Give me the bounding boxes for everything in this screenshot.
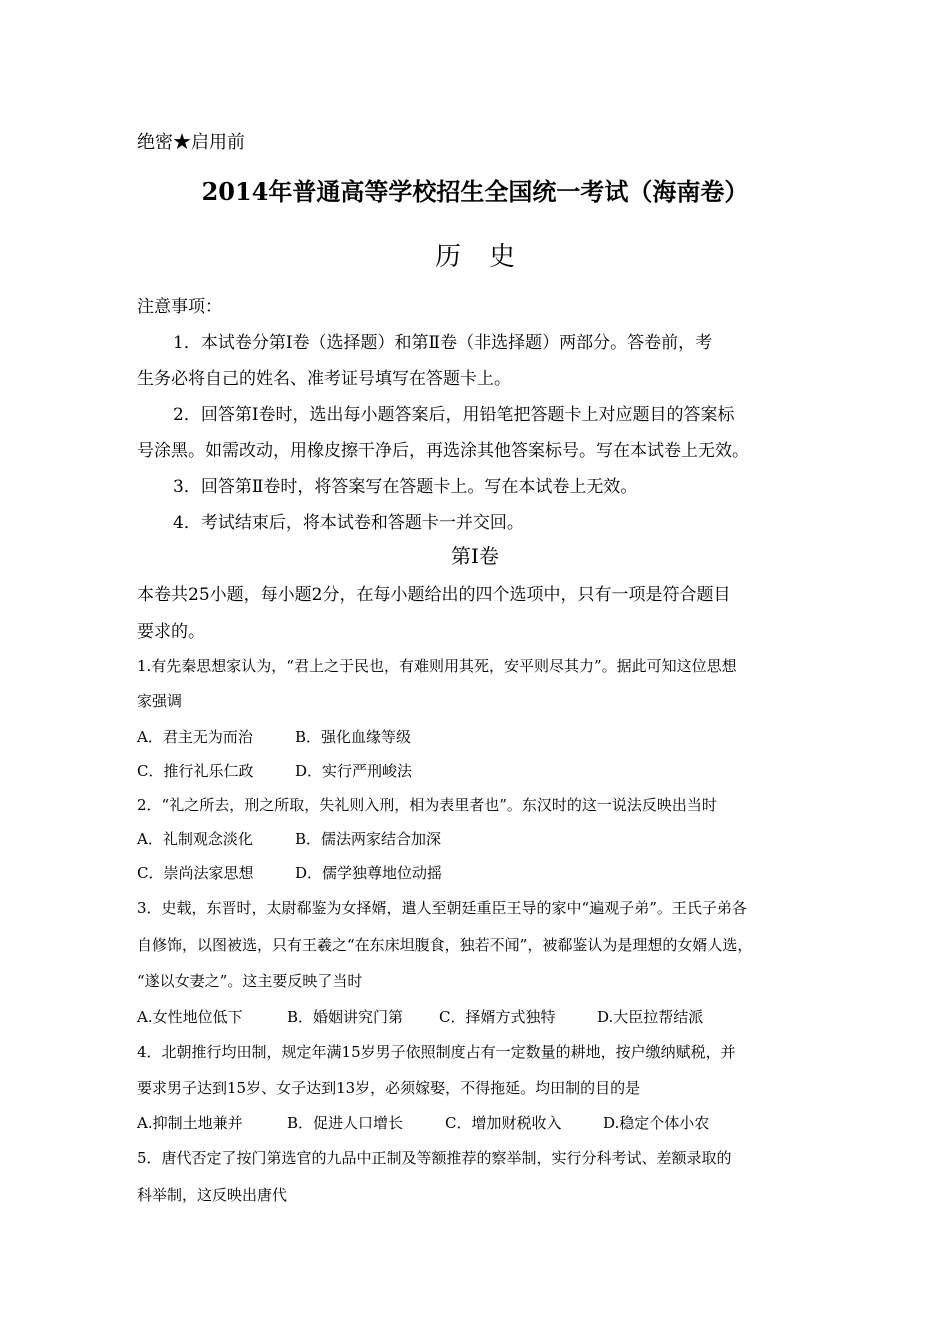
question-2-stem: 2．“礼之所去，刑之所取，失礼则入刑，相为表里者也”。东汉时的这一说法反映出当时	[137, 796, 717, 814]
question-2-options	[137, 828, 441, 849]
question-2-options	[137, 862, 442, 883]
question-4-stem: 4．北朝推行均田制，规定年满15岁男子依照制度占有一定数量的耕地，按户缴纳赋税，并	[137, 1043, 736, 1061]
option-a: A.女性地位低下	[137, 1008, 243, 1026]
option-d: D.稳定个体小农	[603, 1114, 710, 1132]
option-c: C．增加财税收入	[445, 1114, 562, 1132]
note-line: 1．本试卷分第Ⅰ卷（选择题）和第Ⅱ卷（非选择题）两部分。答卷前，考	[173, 333, 713, 353]
option-d: D．儒学独尊地位动摇	[295, 864, 443, 882]
note-line: 3．回答第Ⅱ卷时，将答案写在答题卡上。写在本试卷上无效。	[173, 477, 638, 497]
option-b: B．强化血缘等级	[295, 728, 412, 746]
option-a: A．君主无为而治	[137, 728, 253, 746]
question-3-stem: 自修饰，以图被选，只有王羲之“在东床坦腹食，独若不闻”，被郗鉴认为是理想的女婿人选，	[137, 936, 753, 954]
question-3-stem: 3．史载，东晋时，太尉郗鉴为女择婿，遣人至朝廷重臣王导的家中“遍观子弟”。王氏子弟各	[137, 899, 747, 917]
option-c: C．择婿方式独特	[439, 1008, 556, 1026]
option-c: C．崇尚法家思想	[137, 864, 254, 882]
question-1-options	[137, 726, 411, 747]
question-1-stem: 家强调	[137, 692, 183, 710]
option-d: D.大臣拉帮结派	[597, 1008, 704, 1026]
question-1-stem: 1.有先秦思想家认为，“君上之于民也，有难则用其死，安平则尽其力”。据此可知这位思想	[137, 657, 737, 675]
exam-title: 2014年普通高等学校招生全国统一考试（海南卷）	[201, 177, 749, 206]
option-b: B．儒法两家结合加深	[295, 830, 442, 848]
option-a: A.抑制土地兼并	[137, 1114, 243, 1132]
note-line: 号涂黑。如需改动，用橡皮擦干净后，再选涂其他答案标号。写在本试卷上无效。	[137, 441, 749, 461]
section-intro-line: 本卷共25小题，每小题2分，在每小题给出的四个选项中，只有一项是符合题目	[137, 585, 731, 605]
question-1-options	[137, 760, 412, 781]
subject-title: 历史	[434, 242, 543, 272]
question-5-stem: 科举制，这反映出唐代	[137, 1186, 288, 1204]
option-b: B．婚姻讲究门第	[287, 1008, 404, 1026]
question-3-options	[137, 1006, 703, 1027]
option-a: A．礼制观念淡化	[137, 830, 253, 848]
option-b: B．促进人口增长	[287, 1114, 404, 1132]
option-c: C．推行礼乐仁政	[137, 762, 254, 780]
note-line: 2．回答第Ⅰ卷时，选出每小题答案后，用铅笔把答题卡上对应题目的答案标	[173, 405, 735, 425]
note-line: 4．考试结束后，将本试卷和答题卡一并交回。	[173, 513, 524, 533]
question-3-stem: “遂以女妻之”。这主要反映了当时	[137, 972, 363, 990]
section-title: 第Ⅰ卷	[451, 544, 499, 568]
secret-label: 绝密★启用前	[137, 132, 245, 153]
notes-heading: 注意事项：	[137, 297, 222, 317]
question-4-options	[137, 1112, 709, 1133]
note-line: 生务必将自己的姓名、准考证号填写在答题卡上。	[137, 369, 511, 389]
option-d: D．实行严刑峻法	[295, 762, 413, 780]
section-intro-line: 要求的。	[137, 622, 205, 642]
question-5-stem: 5．唐代否定了按门第选官的九品中正制及等额推荐的察举制，实行分科考试、差额录取的	[137, 1149, 732, 1167]
question-4-stem: 要求男子达到15岁、女子达到13岁，必须嫁娶，不得拖延。均田制的目的是	[137, 1079, 641, 1097]
